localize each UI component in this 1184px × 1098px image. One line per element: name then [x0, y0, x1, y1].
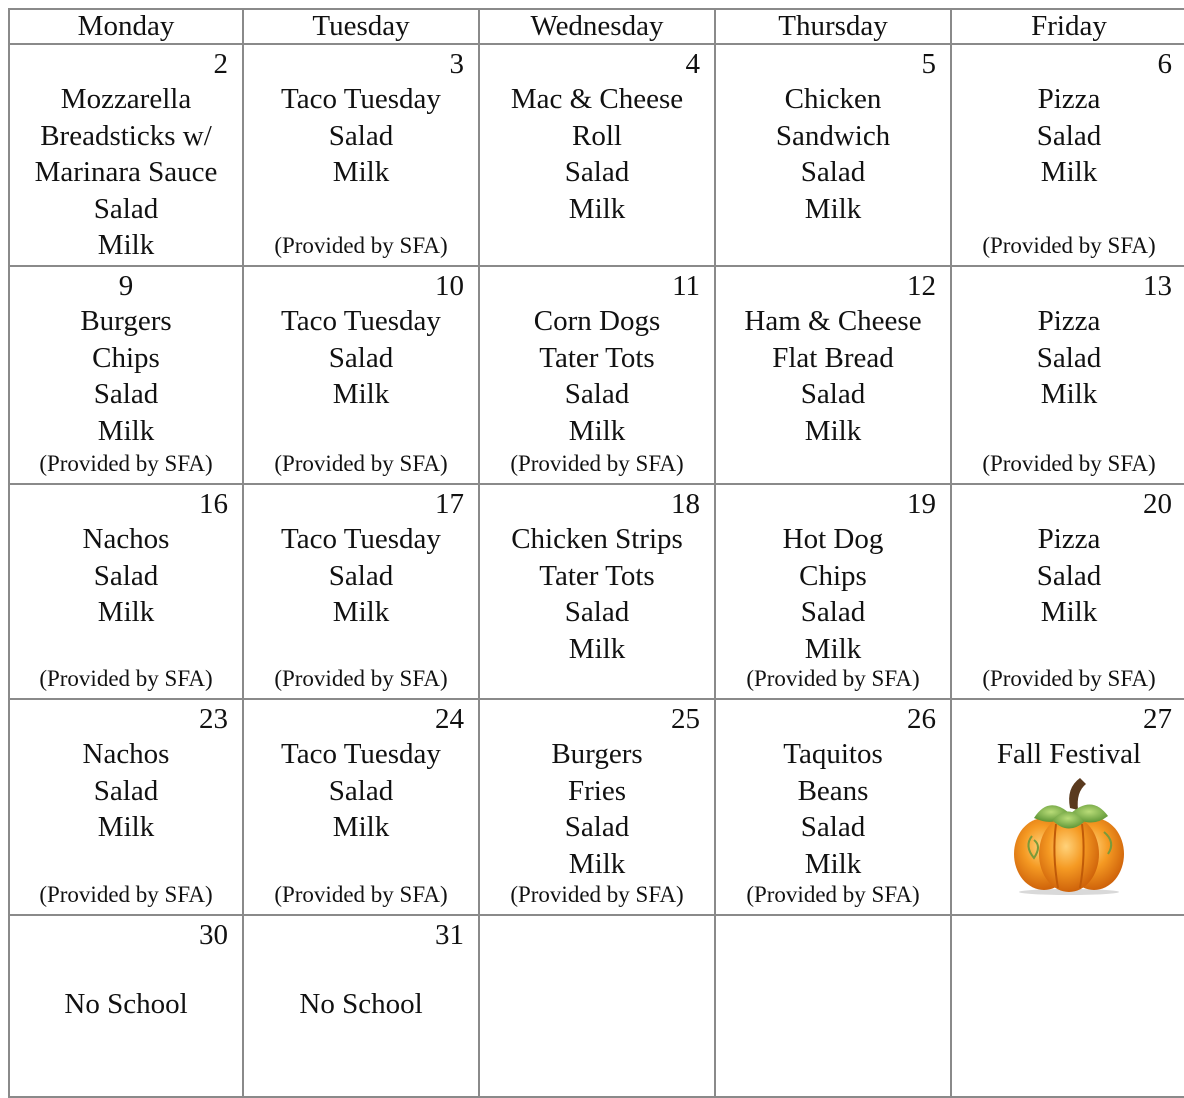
header-thursday: Thursday: [714, 8, 952, 45]
day-number: 3: [449, 48, 464, 80]
menu-item: Mac & Cheese: [510, 83, 684, 115]
menu-item: Salad: [328, 341, 394, 374]
menu-item: Taco Tuesday: [281, 305, 441, 337]
provided-by-note: (Provided by SFA): [510, 451, 684, 476]
menu-item: Salad: [564, 811, 630, 843]
menu-item: Hot Dog: [782, 523, 884, 555]
day-number: 9: [118, 270, 134, 302]
menu-item: Corn Dogs: [533, 305, 661, 337]
menu-items: [244, 81, 478, 191]
day-cell-4: [478, 43, 716, 267]
menu-item: Beans: [797, 774, 869, 807]
day-number: 18: [671, 488, 700, 520]
menu-item: Salad: [800, 378, 866, 410]
menu-items: [10, 986, 242, 1023]
pumpkin-icon: [1004, 774, 1134, 901]
menu-item: Milk: [97, 229, 155, 261]
menu-item: Salad: [564, 156, 630, 188]
menu-item: Salad: [93, 378, 159, 410]
menu-items: [952, 521, 1184, 631]
menu-item: Milk: [804, 632, 862, 665]
provided-by-note: (Provided by SFA): [982, 451, 1156, 476]
menu-item: Sandwich: [775, 119, 891, 152]
day-number: 10: [435, 270, 464, 302]
provided-by-note: (Provided by SFA): [982, 233, 1156, 258]
menu-item: Flat Bread: [772, 341, 894, 374]
menu-items: [244, 986, 478, 1023]
day-cell-2: [8, 43, 244, 267]
day-cell-16: [8, 483, 244, 700]
menu-item: Salad: [328, 774, 394, 807]
provided-by-note: (Provided by SFA): [39, 666, 213, 691]
day-cell-26: [714, 698, 952, 916]
day-cell-30: [8, 914, 244, 1098]
menu-item: Salad: [1036, 341, 1102, 374]
menu-item: Burgers: [551, 738, 643, 770]
menu-item: Milk: [332, 811, 390, 843]
menu-item: No School: [64, 988, 188, 1020]
day-cell-10: [242, 265, 480, 485]
header-wednesday: Wednesday: [478, 8, 716, 45]
menu-item: Salad: [93, 774, 159, 807]
menu-item: Marinara Sauce: [34, 156, 218, 188]
menu-item: Mozzarella: [60, 83, 192, 115]
menu-items: [244, 521, 478, 631]
menu-item: Milk: [97, 596, 155, 628]
menu-items: [244, 736, 478, 846]
day-cell-3: [242, 43, 480, 267]
empty-day-cell: [950, 914, 1184, 1098]
day-number: 12: [907, 270, 936, 302]
provided-by-note: (Provided by SFA): [274, 233, 448, 258]
header-tuesday: Tuesday: [242, 8, 480, 45]
day-cell-20: [950, 483, 1184, 700]
day-number: 25: [671, 703, 700, 735]
menu-item: Salad: [328, 559, 394, 592]
menu-item: Roll: [572, 119, 622, 152]
day-number: 13: [1143, 270, 1172, 302]
menu-items: [716, 81, 950, 227]
menu-items: [480, 81, 714, 227]
day-number: 24: [435, 703, 464, 735]
menu-item: Milk: [332, 156, 390, 188]
menu-item: Milk: [332, 596, 390, 628]
provided-by-note: (Provided by SFA): [982, 666, 1156, 691]
day-cell-12: [714, 265, 952, 485]
menu-item: Chicken Strips: [511, 523, 683, 555]
provided-by-note: (Provided by SFA): [746, 666, 920, 691]
menu-item: Milk: [1040, 156, 1098, 188]
provided-by-note: (Provided by SFA): [746, 882, 920, 907]
provided-by-note: (Provided by SFA): [39, 882, 213, 907]
menu-item: Pizza: [1037, 523, 1101, 555]
day-cell-24: [242, 698, 480, 916]
header-monday: Monday: [8, 8, 244, 45]
day-cell-17: [242, 483, 480, 700]
menu-item: Chips: [92, 341, 160, 374]
day-number: 19: [907, 488, 936, 520]
menu-item: No School: [299, 988, 423, 1020]
menu-item: Fall Festival: [996, 738, 1142, 770]
menu-item: Salad: [93, 559, 159, 592]
menu-items: [480, 521, 714, 667]
menu-items: [244, 303, 478, 413]
menu-item: Chicken: [784, 83, 882, 115]
menu-item: Milk: [97, 811, 155, 843]
menu-item: Pizza: [1037, 305, 1101, 337]
empty-day-cell: [478, 914, 716, 1098]
provided-by-note: (Provided by SFA): [39, 451, 213, 476]
menu-item: Taco Tuesday: [281, 738, 441, 770]
menu-item: Salad: [800, 811, 866, 843]
day-number: 20: [1143, 488, 1172, 520]
menu-item: Salad: [564, 378, 630, 410]
menu-items: [716, 521, 950, 667]
menu-item: Salad: [564, 596, 630, 628]
menu-item: Nachos: [82, 523, 170, 555]
menu-items: [952, 303, 1184, 413]
menu-item: Tater Tots: [539, 559, 655, 592]
menu-item: Tater Tots: [539, 341, 655, 374]
day-number: 5: [921, 48, 936, 80]
lunch-menu-calendar: [8, 8, 1184, 1095]
day-cell-25: [478, 698, 716, 916]
menu-items: [952, 736, 1184, 773]
menu-item: Milk: [1040, 596, 1098, 628]
menu-item: Nachos: [82, 738, 170, 770]
provided-by-note: (Provided by SFA): [510, 882, 684, 907]
menu-item: Salad: [1036, 559, 1102, 592]
day-number: 23: [199, 703, 228, 735]
menu-items: [10, 303, 242, 449]
menu-item: Chips: [799, 559, 867, 592]
menu-item: Salad: [800, 156, 866, 188]
menu-items: [10, 81, 242, 264]
menu-items: [480, 736, 714, 882]
menu-item: Taco Tuesday: [281, 523, 441, 555]
day-number: 31: [435, 919, 464, 951]
day-cell-31: [242, 914, 480, 1098]
menu-item: Milk: [1040, 378, 1098, 410]
day-cell-6: [950, 43, 1184, 267]
day-cell-13: [950, 265, 1184, 485]
menu-items: [10, 736, 242, 846]
menu-item: Milk: [568, 847, 626, 880]
day-number: 6: [1157, 48, 1172, 80]
menu-item: Milk: [332, 378, 390, 410]
day-number: 4: [685, 48, 700, 80]
menu-items: [480, 303, 714, 449]
day-cell-19: [714, 483, 952, 700]
day-cell-18: [478, 483, 716, 700]
menu-items: [10, 521, 242, 631]
menu-item: Milk: [568, 632, 626, 665]
menu-item: Milk: [804, 847, 862, 880]
menu-item: Milk: [97, 414, 155, 447]
provided-by-note: (Provided by SFA): [274, 666, 448, 691]
menu-items: [952, 81, 1184, 191]
header-friday: Friday: [950, 8, 1184, 45]
day-cell-11: [478, 265, 716, 485]
menu-item: Ham & Cheese: [744, 305, 922, 337]
menu-item: Breadsticks w/: [40, 119, 212, 152]
day-number: 2: [213, 48, 228, 80]
day-number: 26: [907, 703, 936, 735]
menu-item: Salad: [1036, 119, 1102, 152]
day-number: 27: [1143, 703, 1172, 735]
menu-item: Milk: [804, 192, 862, 225]
day-number: 16: [199, 488, 228, 520]
menu-item: Milk: [568, 192, 626, 225]
day-cell-5: [714, 43, 952, 267]
menu-item: Taco Tuesday: [281, 83, 441, 115]
day-number: 17: [435, 488, 464, 520]
menu-item: Salad: [800, 596, 866, 628]
day-number: 30: [199, 919, 228, 951]
provided-by-note: (Provided by SFA): [274, 882, 448, 907]
day-cell-9: [8, 265, 244, 485]
menu-item: Fries: [568, 774, 626, 807]
menu-item: Salad: [93, 192, 159, 225]
menu-item: Pizza: [1037, 83, 1101, 115]
menu-item: Milk: [804, 414, 862, 447]
menu-item: Milk: [568, 414, 626, 447]
day-cell-27: [950, 698, 1184, 916]
menu-items: [716, 303, 950, 449]
day-cell-23: [8, 698, 244, 916]
empty-day-cell: [714, 914, 952, 1098]
day-number: 11: [672, 270, 700, 302]
menu-item: Burgers: [80, 305, 172, 337]
menu-item: Salad: [328, 119, 394, 152]
provided-by-note: (Provided by SFA): [274, 451, 448, 476]
menu-item: Taquitos: [783, 738, 883, 770]
menu-items: [716, 736, 950, 882]
